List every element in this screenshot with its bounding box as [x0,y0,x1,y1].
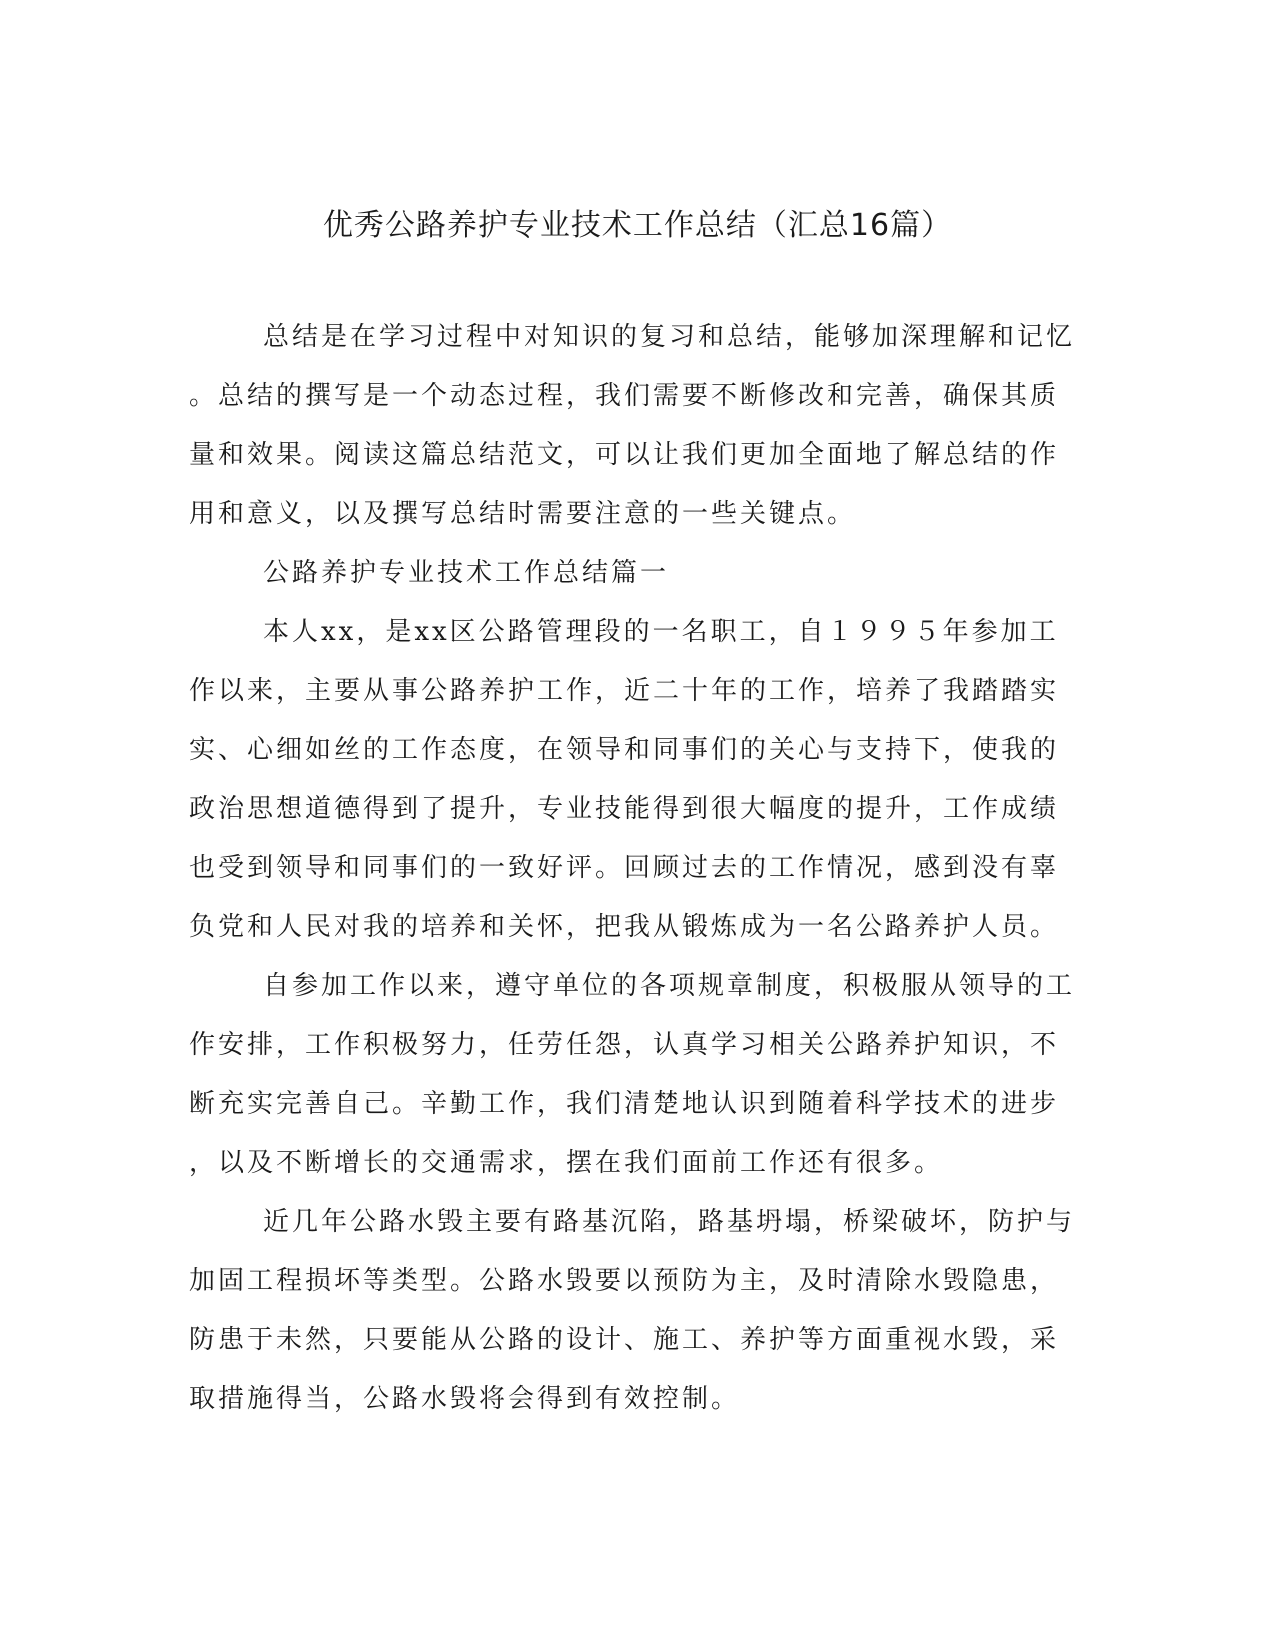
section-heading: 公路养护专业技术工作总结篇一 [263,558,670,588]
paragraph-line: 断充实完善自己。辛勤工作，我们清楚地认识到随着科学技术的进步 [189,1089,1060,1119]
paragraph-line: 加固工程损坏等类型。公路水毁要以预防为主，及时清除水毁隐患， [189,1266,1060,1296]
paragraph-line: 近几年公路水毁主要有路基沉陷，路基坍塌，桥梁破坏，防护与 [263,1207,1076,1237]
paragraph-line: 负党和人民对我的培养和关怀，把我从锻炼成为一名公路养护人员。 [189,912,1060,942]
paragraph-line: 实、心细如丝的工作态度，在领导和同事们的关心与支持下，使我的 [189,735,1060,765]
document-title: 优秀公路养护专业技术工作总结（汇总16篇） [322,208,953,243]
paragraph-line: 也受到领导和同事们的一致好评。回顾过去的工作情况，感到没有辜 [189,853,1060,883]
paragraph-line: 。总结的撰写是一个动态过程，我们需要不断修改和完善，确保其质 [189,381,1060,411]
paragraph-line: ，以及不断增长的交通需求，摆在我们面前工作还有很多。 [189,1148,944,1178]
paragraph-line: 作安排，工作积极努力，任劳任怨，认真学习相关公路养护知识，不 [189,1030,1060,1060]
paragraph-line: 取措施得当，公路水毁将会得到有效控制。 [189,1384,741,1414]
paragraph-line: 总结是在学习过程中对知识的复习和总结，能够加深理解和记忆 [263,322,1076,352]
paragraph-line: 政治思想道德得到了提升，专业技能得到很大幅度的提升，工作成绩 [189,794,1060,824]
paragraph-line: 量和效果。阅读这篇总结范文，可以让我们更加全面地了解总结的作 [189,440,1060,470]
paragraph-line: 作以来，主要从事公路养护工作，近二十年的工作，培养了我踏踏实 [189,676,1060,706]
paragraph-line: 自参加工作以来，遵守单位的各项规章制度，积极服从领导的工 [263,971,1076,1001]
paragraph-line: 本人xx，是xx区公路管理段的一名职工，自１９９５年参加工 [263,617,1059,647]
paragraph-line: 用和意义，以及撰写总结时需要注意的一些关键点。 [189,499,857,529]
paragraph-line: 防患于未然，只要能从公路的设计、施工、养护等方面重视水毁，采 [189,1325,1060,1355]
